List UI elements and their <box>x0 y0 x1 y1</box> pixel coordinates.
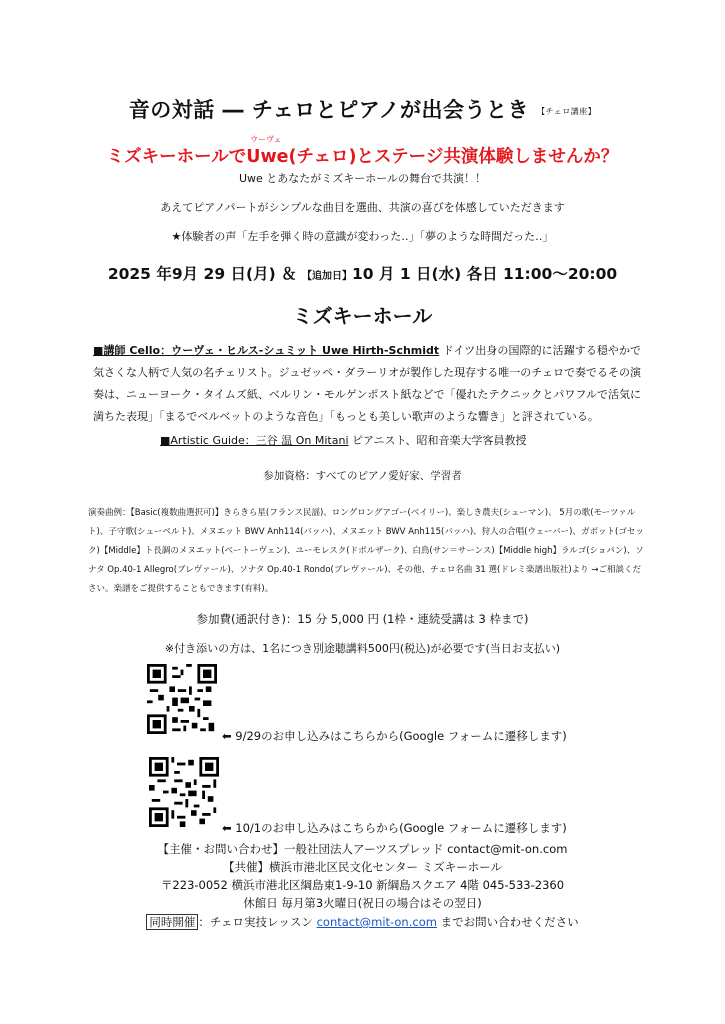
intro-line-1: Uwe とあなたがミズキーホールの舞台で共演！！ <box>238 172 487 185</box>
concurrent-end: までお問い合わせください <box>436 915 579 929</box>
title-main: 音の対話 ― チェロとピアノが出会うとき <box>128 98 530 122</box>
concurrent-label: 同時開催 <box>146 914 198 930</box>
event-date <box>0 262 725 284</box>
qualification: 参加資格：すべてのピアノ愛好家、学習者 <box>263 470 462 482</box>
closed-days: 休館日 毎月第3火曜日(祝日の場合はその翌日) <box>243 896 482 910</box>
contact-email-link[interactable]: contact@mit-on.com <box>316 915 437 929</box>
apply-link-1001[interactable]: ⬅ 10/1のお申し込みはこちらから(Google フォームに遷移します) <box>222 821 567 835</box>
qr-code-icon[interactable] <box>149 757 219 827</box>
intro-line-3: ★体験者の声「左手を弾く時の意識が変わった‥」「夢のような時間だった‥」 <box>171 230 554 243</box>
guide-label: ■Artistic Guide：三谷 温 On Mitani <box>160 434 349 447</box>
date-part-1: 2025 年9月 29 日(月) ＆ <box>107 265 302 283</box>
apply-link-0929[interactable]: ⬅ 9/29のお申し込みはこちらから(Google フォームに遷移します) <box>222 729 567 743</box>
organizer: 【主催・お問い合わせ】一般社団法人アーツスプレッド contact@mit-on.com <box>157 842 568 856</box>
artistic-guide <box>160 432 526 448</box>
instructor-text: ドイツ出身の国際的に活躍する穏やかで気さくな人柄で人気の名チェリスト。ジュゼッペ・ダラーリオが製作した現存する唯一のチェロで奏でるその演奏は、ニューヨーク・タイムズ紙、ベルリン・モルゲンポスト紙などで「優れたテクニックとパワフルで活気に満ちた表現」「まるでベルベットのような音色」「もっとも美しい歌声のような響き」と評されている。 <box>93 344 642 423</box>
qr-code-icon[interactable] <box>147 664 217 734</box>
additional-date-tag: 【追加日】 <box>301 271 352 282</box>
concurrent-event <box>0 913 725 932</box>
date-part-2: 10 月 1 日(水) 各日 11:00～20:00 <box>351 265 618 283</box>
title-tag: 【チェロ講座】 <box>537 106 597 116</box>
address: 〒223-0052 横浜市港北区綱島東1-9-10 新綱島スクエア 4階 045-533-2360 <box>160 878 565 892</box>
instructor-bio <box>93 340 641 428</box>
concurrent-text: ：チェロ実技レッスン <box>198 915 317 929</box>
fee: 参加費(通訳付き)：15 分 5,000 円 (1枠・連続受講は 3 枠まで) <box>196 612 529 626</box>
venue-name: ミズキーホール <box>292 304 433 328</box>
guide-desc: ピアニスト、昭和音楽大学客員教授 <box>352 434 527 447</box>
repertoire: 演奏曲例：【Basic(複数曲選択可)】きらきら星(フランス民謡)、ロングロングアゴー(ベイリー)、楽しき農夫(シューマン)、 5月の歌(モーツァルト)、子守歌(シューベルト)、メヌエット BWV Anh114(バッハ)、メヌエット BWV Anh115(バッハ)、狩人の合唱(ウェーバー)、ガボット(ゴセック)【Middle】ト長調のメヌエット(ベートーヴェン)、ユーモレスク(ドボルザーク)、白鳥(サン＝サーンス)【Middle high】ラルゴ(ショパン)、ソナタ Op.40-1 Allegro(ブレヴァール)、ソナタ Op.40-1 Rondo(ブレヴァール)、その他、チェロ名曲 31 選(ドレミ楽譜出版社)より →ご相談ください。楽譜をご提供することもできます(有料)。 <box>88 508 644 594</box>
headline: ミズキーホールでUwe(チェロ)とステージ共演体験しませんか？ <box>106 147 619 167</box>
page-title <box>0 94 725 124</box>
companion-note: ※付き添いの方は、1名につき別途聴講料500円(税込)が必要です(当日お支払い) <box>164 642 561 655</box>
cosponsor: 【共催】横浜市港北区民文化センター ミズキーホール <box>223 860 502 874</box>
uwe-ruby: ウーヴェ <box>250 135 282 144</box>
intro-line-2: あえてピアノパートがシンプルな曲目を選曲、共演の喜びを体感していただきます <box>160 201 565 214</box>
instructor-label: ■講師 Cello：ウーヴェ・ヒルス-シュミット Uwe Hirth-Schmidt <box>93 344 440 357</box>
